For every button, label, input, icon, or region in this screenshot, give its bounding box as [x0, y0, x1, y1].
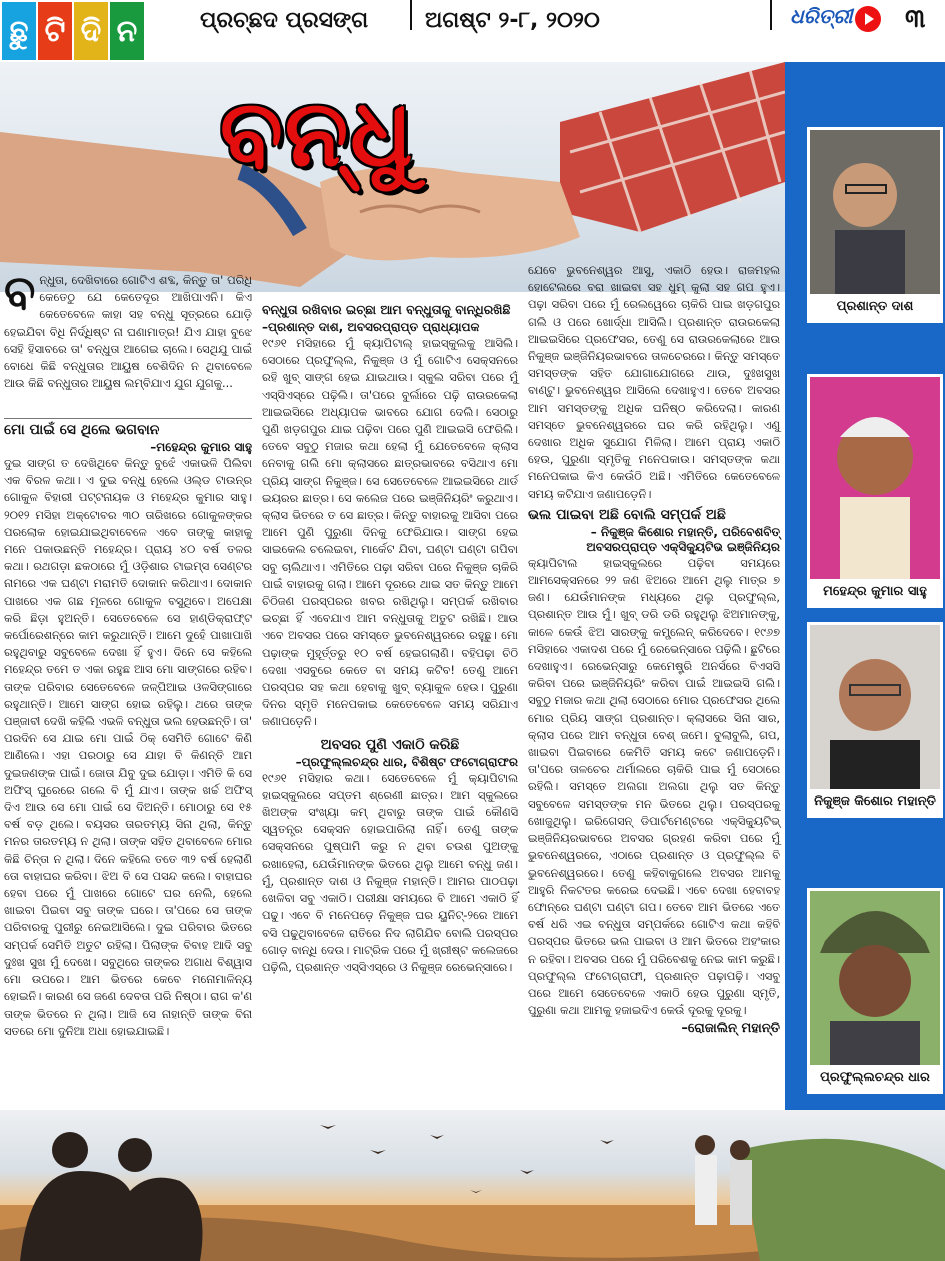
portrait-image	[810, 130, 940, 294]
dropcap: ବ	[4, 265, 36, 319]
article-prashant	[262, 300, 518, 976]
article-byline: – ନିକୁଞ୍ଜ କିଶୋର ମହାନ୍ତି, ପରିବେଶବିତ୍	[590, 524, 780, 539]
article-byline: –ମହେନ୍ଦ୍ର କୁମାର ସାହୁ	[150, 440, 252, 454]
brand-tile: ଟି	[38, 2, 72, 60]
footer-sunset-image	[0, 1110, 945, 1261]
article-mahendra	[4, 420, 252, 1040]
portrait-image	[810, 377, 940, 579]
portrait-caption: ମହେନ୍ଦ୍ର କୁମାର ସାହୁ	[810, 579, 940, 605]
article-heading: ମୋ ପାଇଁ ସେ ଥିଲେ ଭଗବାନ	[4, 422, 160, 438]
brand-tile: ଛୁ	[2, 2, 36, 60]
article-body: ଦୁଇ ସାଙ୍ଗ ତ ଦେଖିଥିବେ କିନ୍ତୁ ବୁଝେଁ ଏକାଭଳି ପିଲିବା ଏକ ବିରଳ କଥା। ଏ ଦୁଇ ବନ୍ଧୁ ହେଲେ ଓଲ୍ଡ ଟାଉନ୍‌ର ଗୋକୁଳ ବିହାରୀ ପଟ୍ଟନାୟକ ଓ ମହେନ୍ଦ୍ର କୁମାର ସାହୁ। ୨୦୧୨ ମସିହା ଅକ୍ଟୋବର ୩୦ ତାରିଖରେ ଗୋକୁଳଙ୍କର ପରଲୋକ ହୋଇଯାଇଥିବାବେଳେ ଏବେ ତାଙ୍କୁ କାହାକୁ ମନେ ପକାଉଛନ୍ତି ମହେନ୍ଦ୍ର। ପ୍ରାୟ ୪୦ ବର୍ଷ ତଳର କଥା। ରଥଗଡ଼ା ଛକଠାରେ ମୁଁ ଓଡ଼ିଶାର ଟାଇମ୍ସ ସେଣ୍ଟର ନାମରେ ଏକ ଘଣ୍ଟା ମରାମତି ଦୋକାନ କରିଥାଏ। ଦୋକାନ ପାଖରେ ଏକ ଗଛ ମୂଳରେ ଗୋକୁଳ ବସୁଥିବେ। ଅପେକ୍ଷା କରି ଛିଡ଼ା ହୁଅନ୍ତି। ସେତେବେଳେ ସେ ହାଣ୍ଡିକ୍ରାଫ୍ଟ କର୍ପୋରେଶନ୍‌ରେ କାମ କରୁଥାନ୍ତି। ଆମେ ଦୁହେଁ ପାଖାପାଖି ରହୁଥିବାରୁ ସବୁବେଳେ ଦେଖା ହିଁ ହୁଏ। ଦିନେ ସେ କହିଲେ ମହେନ୍ଦ୍ର ତମେ ତ ଏକା ରହୁଛ ଆସ ମୋ ସାଙ୍ଗରେ ରହିବ। ତାଙ୍କ ପରିବାର ସେତେବେଳେ ଜଳ୍ପିଆଇ ଓଳସିଙ୍ଗାରେ ରହୁଥାନ୍ତି। ଆମେ ସାଙ୍ଗ ହୋଇ ରହିଲୁ। ଥରେ ତାଙ୍କ ପଞ୍ଜାବୀ ଦେଖି କହିଲି ଏଭଳି ବନ୍ଧୁତା ଭଲ ହେଉଛନ୍ତି। ତା' ପରଦିନ ସେ ଯାଇ ମୋ ପାଇଁ ଠିକ୍ ସେମିତି ଗୋଟେ କିଣି ଆଣିଲେ। ଏହା ପରଠାରୁ ସେ ଯାହା ବି କିଣନ୍ତି ଆମ ଦୁଇଜଣଙ୍କ ପାଇଁ। ଜୋତା ଯିବୁ ଦୁଇ ଯୋଡ଼ା। ଏମିତି କି ସେ ଅଫିସ୍ ଘୁରେରେ ଗଲେ ବି ମୁଁ ଯାଏ। ତାଙ୍କ ଖର୍ଚ୍ଚ ଅଫିସ୍ ଦିଏ ଆଉ ସେ ମୋ ପାଇଁ ସେ ଦିଅନ୍ତି। ମୋଠାରୁ ସେ ୧୫ ବର୍ଷ ବଡ଼ ଥିଲେ। ବୟସର ତାରତମ୍ୟ ସିନା ଥିଲା, କିନ୍ତୁ ମନର ତାରତମ୍ୟ ନ ଥିଲା। ତାଙ୍କ ସହିତ ଥିବାବେଳେ ମୋର କିଛି ଚିନ୍ତା ନ ଥିଲା। ଦିନେ କହିଲେ ତତେ ୩୨ ବର୍ଷ ହେଲାଣି ତୋ ବାହାଘର କରିବା। ଝିଅ ବି ସେ ପସନ୍ଦ କଲେ। ବାହାଘର ହେବା ପରେ ମୁଁ ପାଖରେ ଗୋଟେ ଘର ନେଲି, ହେଲେ ଖାଇବା ପିଇବା ସବୁ ତାଙ୍କ ଘରେ। ତା'ପରେ ସେ ତାଙ୍କ ପରିବାରକୁ ପୁରୀରୁ ନେଇଆସିଲେ। ଦୁଇ ପରିବାର ଭିତରେ ସମ୍ପର୍କ ସେମିତି ଅତୁଟ ରହିଲା। ପିଲାଙ୍କ ବିବାହ ଆଦି ସବୁ ଦୁଃଖ ସୁଖ ମୁଁ ଦେଖେ। ସବୁଥିରେ ତାଙ୍କର ଅଗାଧ ବିଶ୍ୱାସ ମୋ ଉପରେ। ଆମ ଭିତରେ କେବେ ମନୋମାଳିନ୍ୟ ହୋଇନି। କାରଣ ସେ ଜଣେ ଦେବତା ପରି ନିଷ୍ଠା। ରାଗ କ'ଣ ତାଙ୍କ ଭିତରେ ନ ଥିଲା। ଆଜି ସେ ନାହାନ୍ତି ତାଙ୍କ ବିନା ସତରେ ମୋ ଦୁନିଆ ଅଧା ହୋଇଯାଇଛି।	[4, 456, 252, 1038]
portrait-photo	[807, 374, 943, 608]
author-credit: –ରୋଜାଲିନ୍ ମହାନ୍ତି	[681, 1021, 780, 1037]
article-body: ୧୯୬୧ ମସିହାର କଥା। ସେତେବେଳେ ମୁଁ କ୍ୟାପିଟାଲ ହାଇସ୍କୁଲରେ ସପ୍ତମ ଶ୍ରେଣୀ ଛାତ୍ର। ଆମ ସ୍କୁଲରେ ଖିଅଙ୍କ ସଂଖ୍ୟା କମ୍ ଥିବାରୁ ତାଙ୍କ ପାଇଁ କୌଣସି ସ୍ୱତନ୍ତ୍ର ସେକ୍ସନ ହୋଇପାରିଲା ନାହିଁ। ତେଣୁ ତାଙ୍କ ସେକ୍ସନରେ ପୁଷ୍ପାମି କରୁ ନ ଥିବା ଚଉଶ ପୁଅଙ୍କୁ ରଖାହେଲା, ଯେଉଁମାନଙ୍କ ଭିତରେ ଥିଲୁ ଆମେ ବନ୍ଧୁ ଜଣ। ମୁଁ, ପ୍ରଶାନ୍ତ ଦାଶ ଓ ନିକୁଞ୍ଜ ମହାନ୍ତି। ଆମର ପାଠପଢ଼ା ଖେଳିବା ସବୁ ଏକାଠି। ପରୀକ୍ଷା ସମୟରେ ବି ଆମେ ଏକାଠି ହିଁ ପଢୁ। ଏବେ ବି ମନେପଡ଼େ ନିକୁଞ୍ଜ ଘର ୟୁନିଟ୍-୨ରେ ଆମେ ବସି ପଢୁଥିବାବେଳେ ରାତିରେ ନିଦ ଲାଗିଯିବ ବୋଲି ପରସ୍ପର ଗୋଡ଼ ବାନ୍ଧି ଦେଉ। ମାଟ୍ରିକ ପରେ ମୁଁ ଖ୍ରୀଷ୍ଟ କଲେଜରେ ପଢ଼ିଲି, ପ୍ରଶାନ୍ତ ଏସ୍‌ସିଏସ୍‌ରେ ଓ ନିକୁଞ୍ଜ ରେଭେନ୍ସାରେ।	[262, 770, 518, 974]
article-body: ଯେବେ ଭୁବନେଶ୍ୱର ଆସୁ, ଏକାଠି ହେଉ। ରାଜମହଲ ହୋଟେଲରେ ବରା ଖାଇବା ସହ ଧୁମ୍ କୁଲା ସହ ଗପ ହୁଏ। ପଢ଼ା ସରିବା ପରେ ମୁଁ ରେଲୱେରେ ଚାକିରି ପାଇ ଖଡ଼ଗପୁର ଗଲି ଓ ପରେ ଖୋର୍ଦ୍ଧା ଆସିଲି। ପ୍ରଶାନ୍ତ ରାଉରକେଲା ଆଇଇସିରେ ପ୍ରଫେସର, ତେଣୁ ସେ ରାଉରକେଲାରେ ଆଉ ନିକୁଞ୍ଜ ଇଞ୍ଜିନିୟରଭାବରେ ତାଳଚେରରେ। କିନ୍ତୁ ସମସ୍ତେ ସମସ୍ତଙ୍କ ସହିତ ଯୋଗାଯୋଗରେ ଥାଉ, ଦୁଃଖସୁଖ ବାଣ୍ଟୁ। ଭୁବନେଶ୍ୱର ଆସିଲେ ଦେଖାହୁଏ। ତେବେ ଅବସର ଆମ ସମସ୍ତଙ୍କୁ ଅଧିକ ଘନିଷ୍ଠ କରିଦେଲା। କାରଣ ସମସ୍ତେ ଭୁବନେଶ୍ୱରରେ ଘର କରି ରହିଥିଲୁ। ଏଣୁ ଦେଖାର ଅଧିକ ସୁଯୋଗ ମିଳିଲା। ଆମେ ପ୍ରାୟ ଏକାଠି ହେଉ, ପୁରୁଣା ସ୍ମୃତିକୁ ମନେପକାଉ। ସମସ୍ତଙ୍କ କଥା ମନେପକାଇ କିଏ କେଉଁଠି ଅଛି। ଏମିତିରେ କେତେବେଳେ ସମୟ କଟିଯାଏ ଜଣାପଡ଼େନି।	[528, 263, 780, 501]
brand-tile: ଦି	[74, 2, 108, 60]
page-header	[0, 0, 945, 64]
portrait-caption: ନିକୁଞ୍ଜ କିଶୋର ମହାନ୍ତି	[810, 789, 940, 815]
divider	[770, 0, 772, 30]
portrait-caption: ପ୍ରଫୁଲ୍ଲଚନ୍ଦ୍ର ଧାର	[810, 1065, 940, 1091]
brand-tile: ନ	[110, 2, 144, 60]
article-body: ୧୯୬୧ ମସିହାରେ ମୁଁ କ୍ୟାପିଟାଲ୍ ହାଇସ୍କୁଲକୁ ଆସିଲି। ସେଠାରେ ପ୍ରଫୁଲ୍ଲ, ନିକୁଞ୍ଜ ଓ ମୁଁ ଗୋଟିଏ ସେକ୍ସନରେ ରହି ଖୁବ୍ ସାଙ୍ଗ ହେଇ ଯାଇଥାଉ। ସ୍କୁଲ ସରିବା ପରେ ମୁଁ ଏସ୍‌ସିଏସ୍‌ରେ ପଢ଼ିଲି। ତା'ପରେ ବୁର୍ଲାରେ ପଢ଼ି ରାଉରକେଲା ଆଇଇସିରେ ଅଧ୍ୟାପକ ଭାବରେ ଯୋଗ ଦେଲି। ସେଠାରୁ ପୁଣି ଖଡ଼ଗପୁର ଯାଇ ପଢ଼ିବା ପରେ ପୁଣି ଆଇଇସି ଫେରିଲି। ତେବେ ସବୁଠୁ ମଜାର କଥା ହେଲା ମୁଁ ଯେତେବେଳେ କ୍ଲାସ ନେବାକୁ ଗଲି ମୋ କ୍ଲାସରେ ଛାତ୍ରଭାବରେ ବସିଥାଏ ମୋ ପ୍ରିୟ ସାଙ୍ଗ ନିକୁଞ୍ଜ। ସେ ସେତେବେଳେ ଆଇଇସିରେ ଥାର୍ଡ ଇୟରର ଛାତ୍ର। ସେ କଲେଜ ପରେ ଇଞ୍ଜିନିୟରିଂ କରୁଥାଏ। କ୍ଲାସ ଭିତରେ ତ ସେ ଛାତ୍ର। କିନ୍ତୁ ବାହାରକୁ ଆସିବା ପରେ ଆମେ ପୁଣି ପୁରୁଣା ଦିନକୁ ଫେରିଯାଉ। ସାଙ୍ଗ ହେଇ ସାଇକେଲ ଚଲେଇବା, ମାର୍କେଟ ଯିବା, ଘଣ୍ଟା ଘଣ୍ଟା ଗପିବା ସବୁ ଚାଲିଥାଏ। ଏମିତିରେ ପଢ଼ା ସରିବା ପରେ ନିକୁଞ୍ଜ ଚାକିରି ପାଇଁ ବାହାରକୁ ଗଲା। ଆମେ ଦୂରରେ ଥାଇ ସତ କିନ୍ତୁ ଆମେ ଚିଠିଜଣ ପରସ୍ପରର ଖବର ରଖିଥିଲୁ। ସମ୍ପର୍କ ରଖିବାର ଇଚ୍ଛା ହିଁ ଏବେଯାଏ ଆମ ବନ୍ଧୁତାକୁ ଅତୁଟ ରଖିଛି। ଆଉ ଏବେ ଅବସର ପରେ ସମସ୍ତେ ଭୁବନେଶ୍ୱରରେ ରହୁଛୁ। ମୋ ପଢ଼ାଙ୍କ ମୁହୂର୍ତ୍ତରୁ ୧୦ ବର୍ଷ ହେଇଗଲାଣି। ବହିପଢ଼ା ଚିଠି ଦେଖା ଏସବୁରେ କେତେ ବା ସମୟ କଟିବ! ତେଣୁ ଆମେ ପରସ୍ପର ସହ କଥା ହେବାକୁ ଖୁବ୍ ବ୍ୟାକୁଳ ହେଉ। ପୁରୁଣା ଦିନର ସ୍ମୃତି ମନେପକାଇ କେତେବେଳେ ସମୟ ସରିଯାଏ ଜଣାପଡ଼େନି।	[262, 336, 518, 729]
portrait-sidebar	[785, 62, 945, 1112]
page-number: ୩	[905, 4, 926, 34]
portrait-image	[810, 625, 940, 789]
article-heading: ଅବସର ପୁଣି ଏକାଠି କରିଛି	[320, 736, 460, 753]
article-byline: –ପ୍ରଫୁଲ୍ଲଚନ୍ଦ୍ର ଧାର, ବିଶିଷ୍ଟ ଫଟୋଗ୍ରାଫର	[295, 754, 518, 769]
intro-block	[4, 265, 252, 392]
article-byline: –ପ୍ରଶାନ୍ତ ଦାଶ, ଅବସରପ୍ରାପ୍ତ ପ୍ରାଧ୍ୟାପକ	[262, 320, 480, 334]
page-title: ବନ୍ଧୁ	[220, 80, 415, 187]
portrait-photo	[807, 888, 943, 1094]
divider	[410, 0, 412, 30]
portrait-photo	[807, 127, 943, 323]
article-nikunja	[528, 262, 780, 1036]
issue-date: ଅଗଷ୍ଟ ୨-୮, ୨୦୨୦	[425, 8, 600, 33]
friends-silhouette-scene	[0, 1110, 945, 1261]
article-heading: ଭଲ ପାଇବା ଅଛି ବୋଲି ସମ୍ପର୍କ ଅଛି	[528, 506, 726, 523]
section-label: ପ୍ରଚ୍ଛଦ ପ୍ରସଙ୍ଗ	[200, 8, 369, 33]
sleeve-shape	[560, 62, 785, 232]
article-heading: ବନ୍ଧୁତା ରଖିବାର ଇଚ୍ଛା ଆମ ବନ୍ଧୁତାକୁ ବାନ୍ଧିରଖିଛି	[262, 302, 511, 317]
article-body: କ୍ୟାପିଟାଲ ହାଇସ୍କୁଲରେ ପଢ଼ିବା ସମୟରେ ଆମସେକ୍ସନରେ ୨୨ ଜଣ ଝିଅରେ ଆମେ ଥିଲୁ ମାତ୍ର ୭ ଜଣ। ଯେଉଁମାନଙ୍କ ମଧ୍ୟରେ ଥିଲୁ ପ୍ରଫୁଲ୍ଲ, ପ୍ରଶାନ୍ତ ଆଉ ମୁଁ। ଖୁବ୍ ଡରି ଡରି ରହୁଥିଲୁ ଝିଅମାନଙ୍କୁ, କାଳେ କେଉଁ ଝିଅ ସାରଙ୍କୁ କମ୍ପ୍ଲେନ୍ କରିଦେବେ। ୧୯୬୭ ମସିହାରେ ଏକାଦଶ ପରେ ମୁଁ ରେଭେନ୍ସାରେ ପଢ଼ିଲି। ଛୁଟିରେ ଦେଖାହୁଏ। ରେଭେନ୍ସାରୁ କେମେଷ୍ଟ୍ରି ଅନର୍ସରେ ବିଏସସି କରିବା ପରେ ଇଞ୍ଜିନିୟରିଂ କରିବା ପାଇଁ ଆଇଇସି ଗଲି। ସବୁଠୁ ମଜାର କଥା ଥିଲା ସେଠାରେ ମୋର ପ୍ରଫେସର ଥିଲେ ମୋର ପ୍ରିୟ ସାଙ୍ଗ ପ୍ରଶାନ୍ତ। କ୍ଲାସରେ ସିନା ସାର, କ୍ଲାସ ପରେ ଆମ ବନ୍ଧୁତା ବେଶ୍ ଜମେ। ବୁଲାବୁଲି, ଗପ, ଖାଇବା ପିଇବାରେ କେମିତି ସମୟ କଟେ ଜଣାପଡ଼େନି। ତା'ପରେ ତାଳଚେର ଥର୍ମାଲରେ ଚାକିରି ପାଇ ମୁଁ ସେଠାରେ ରହିଲି। ସମସ୍ତେ ଅଲଗା ଅଲଗା ଥିଲୁ ସତ କିନ୍ତୁ ସବୁବେଳେ ସମସ୍ତଙ୍କ ମନ ଭିତରେ ଥିଲୁ। ପରସ୍ପରକୁ ଖୋଜୁଥିଲୁ। ଇରିଗେସନ୍ ଡିପାର୍ଟମେଣ୍ଟରେ ଏକ୍ସିକ୍ୟୁଟିଭ୍ ଇଞ୍ଜିନିୟରଭାବରେ ଅବସର ଗ୍ରହଣ କରିବା ପରେ ମୁଁ ଭୁବନେଶ୍ୱରରେ, ଏଠାରେ ପ୍ରଶାନ୍ତ ଓ ପ୍ରଫୁଲ୍ଲ ବି ଭୁବନେଶ୍ୱରରେ। ତେଣୁ କହିବାକୁଗଲେ ଅବସର ଆମକୁ ଆହୁରି ନିକଟତର କରେଇ ଦେଇଛି। ଏବେ ଦେଖା ହେବାବହ ଫୋନ୍‌ରେ ଘଣ୍ଟା ଘଣ୍ଟା ଗପ। ତେବେ ଆମ ଭିତରେ ଏତେ ବର୍ଷ ଧରି ଏଇ ବନ୍ଧୁତା ସମ୍ପର୍କରେ ଗୋଟିଏ କଥା କହିବି ପରସ୍ପର ଭିତରେ ଭଲ ପାଇବା ଓ ଆମ ଭିତରେ ଅହଂକାର ନ ରହିବା। ଅବସର ପରେ ମୁଁ ପରିବେଶକୁ ନେଇ କାମ କରୁଛି। ପ୍ରଫୁଲ୍ଲ ଫଟୋଗ୍ରାଫୀ, ପ୍ରଶାନ୍ତ ପଢ଼ାପଢ଼ି। ଏସବୁ ପରେ ଆମେ ସେତେବେଳେ ଏକାଠି ହେଉ ପୁରୁଣା ସ୍ମୃତି, ପୁରୁଣା କଥା ଆମକୁ ହଜାଇଦିଏ କେଉଁ ଦୂରକୁ ଦୂରକୁ।	[528, 555, 780, 1018]
intro-text: ନ୍ଧୁତା, ଦେଖିବାରେ ଗୋଟିଏ ଶବ୍ଦ, କିନ୍ତୁ ତା' ପରିଧି କେତେଠୁ ଯେ କେତେଦୂର ଆଖିପାଏନି। କିଏ କେତେବେଳେ କାହା ସହ ବନ୍ଧୁ ସୂତ୍ରରେ ଯୋଡ଼ି ହେଇଯିବା ବିଧି ନିର୍ଦ୍ଧିଷ୍ଟ ନା ଘଣାମାତ୍ର! ଯିଏ ଯାହା ବୁଝେ ସେହି ହିସାବରେ ତା' ବନ୍ଧୁତା ଆଗେଇ ଚାଲେ। ସେଥିଯୁ ପାଇଁ ବୋଧେ କିଛି ବନ୍ଧୁତାର ଆୟୁଷ ବେଶିଦିନ ନ ଥିବାବେଳେ ଆଉ କିଛି ବନ୍ଧୁତାର ଆୟୁଷ ଲମ୍ବିଯାଏ ଯୁଗ ଯୁଗକୁ...	[4, 273, 252, 391]
portrait-caption: ପ୍ରଶାନ୍ତ ଦାଶ	[810, 294, 940, 320]
portrait-image	[810, 891, 940, 1065]
divider	[4, 418, 252, 419]
article-byline: ଅବସରପ୍ରାପ୍ତ ଏକ୍ସିକ୍ୟୁଟିଭ ଇଞ୍ଜିନିୟର	[586, 539, 780, 554]
newspaper-logo: ଧରିତ୍ରୀ	[790, 4, 853, 28]
portrait-photo	[807, 622, 943, 818]
hero-handshake-image	[0, 62, 785, 292]
play-icon	[855, 6, 881, 32]
